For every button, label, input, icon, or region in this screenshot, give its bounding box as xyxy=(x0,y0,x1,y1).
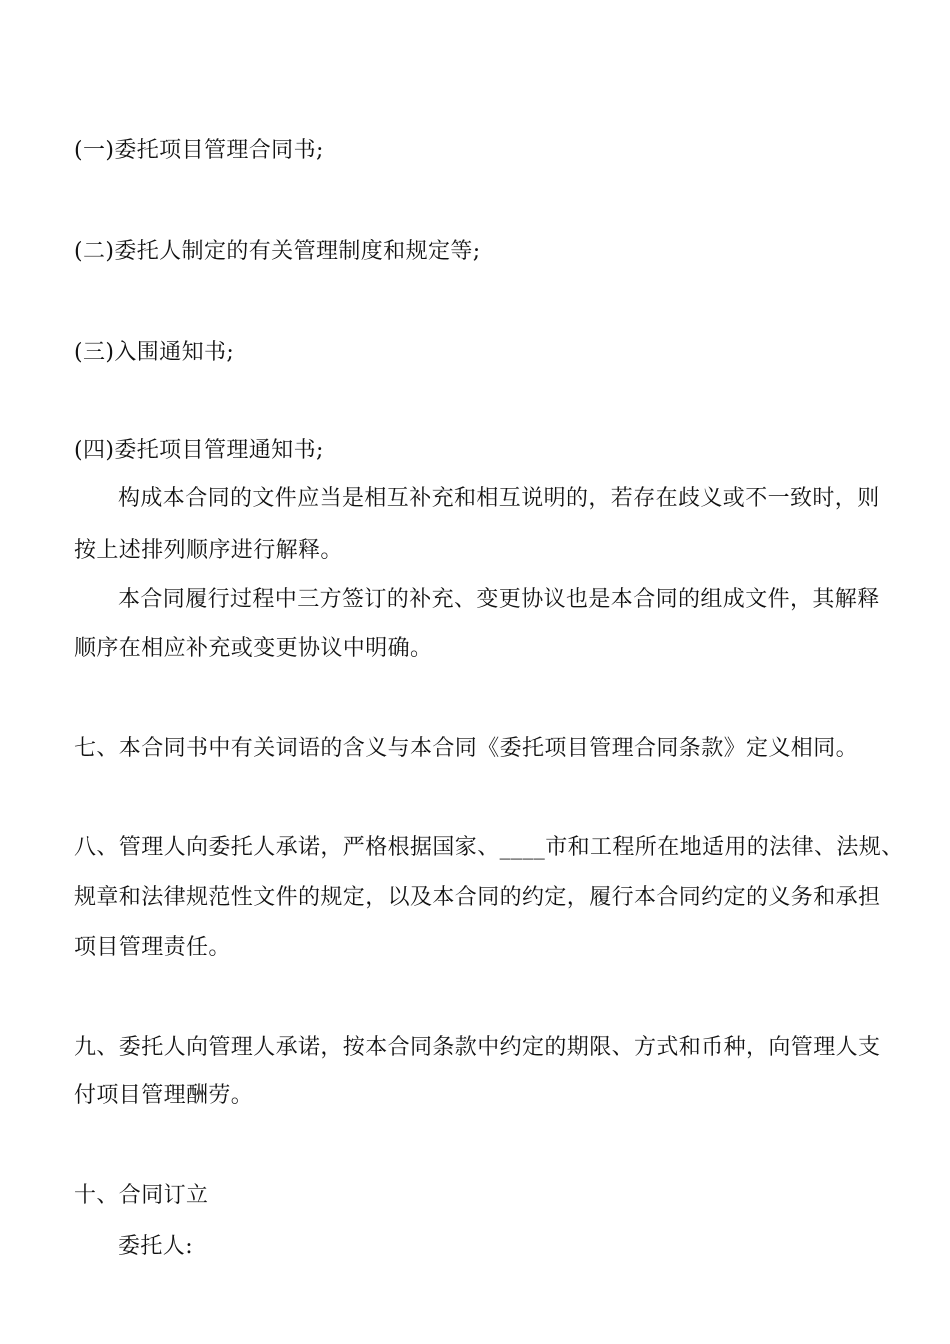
paragraph-line: 构成本合同的文件应当是相互补充和相互说明的，若存在歧义或不一致时，则 xyxy=(118,486,880,511)
clause-9-line: 付项目管理酬劳。 xyxy=(74,1083,254,1108)
clause-8-line: 规章和法律规范性文件的规定，以及本合同的约定，履行本合同约定的义务和承担 xyxy=(74,885,881,910)
paragraph-line: 顺序在相应补充或变更协议中明确。 xyxy=(74,636,433,661)
list-item: (一)委托项目管理合同书; xyxy=(74,138,324,163)
list-item: (三)入围通知书; xyxy=(74,340,235,365)
principal-label: 委托人: xyxy=(118,1234,194,1259)
list-item: (四)委托项目管理通知书; xyxy=(74,438,324,463)
clause-8-line: 项目管理责任。 xyxy=(74,935,231,960)
paragraph-line: 按上述排列顺序进行解释。 xyxy=(74,538,343,563)
paragraph-line: 本合同履行过程中三方签订的补充、变更协议也是本合同的组成文件，其解释 xyxy=(118,587,880,612)
clause-8-line: 八、管理人向委托人承诺，严格根据国家、____市和工程所在地适用的法律、法规、 xyxy=(74,835,904,860)
clause-9-line: 九、委托人向管理人承诺，按本合同条款中约定的期限、方式和币种，向管理人支 xyxy=(74,1035,881,1060)
clause-10-heading: 十、合同订立 xyxy=(74,1183,209,1208)
clause-7: 七、本合同书中有关词语的含义与本合同《委托项目管理合同条款》定义相同。 xyxy=(74,736,859,761)
list-item: (二)委托人制定的有关管理制度和规定等; xyxy=(74,239,481,264)
